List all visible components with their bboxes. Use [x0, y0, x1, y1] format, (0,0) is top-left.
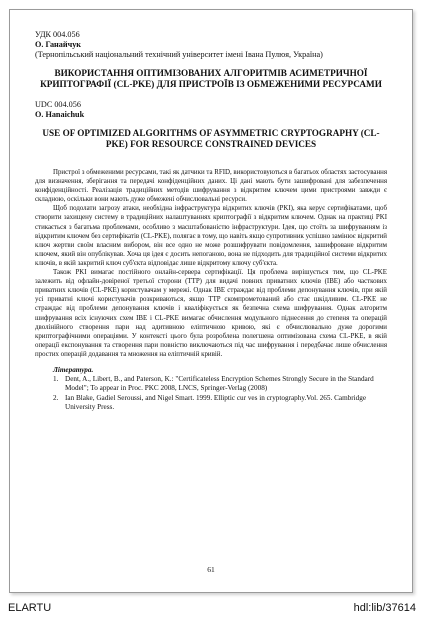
- title-ua: ВИКОРИСТАННЯ ОПТИМІЗОВАНИХ АЛГОРИТМІВ АСИМЕТРИЧНОЇ КРИПТОГРАФІЇ (CL-PKE) ДЛЯ ПРИСТРОЇВ ІЗ ОБМЕЖЕНИМИ РЕСУРСАМИ: [40, 68, 382, 89]
- document-page: [9, 9, 413, 593]
- article-body: [35, 168, 387, 359]
- handle-identifier: hdl:lib/37614: [353, 602, 416, 614]
- reference-text: Ian Blake, Gadiel Seroussi, and Nigel Smart. 1999. Elliptic cur ves in cryptography.Vol. 265. Cambridge University Press.: [65, 393, 367, 412]
- udc-en: UDC 004.056: [35, 100, 81, 109]
- body-paragraph-1: Пристрої з обмеженими ресурсами, такі як датчики та RFID, використовуються в багатьох областях застосування для визначення, зберігання та передачі конфіденційних даних. Ці дані мають бути зашифровані для забезпечення конфіденційності. Реалізація традиційних методів шифрування з відкритим ключем цими пристроями завжди є складною, оскільки вони мають дуже обмежені обчислювальні ресурси.: [35, 169, 387, 204]
- body-paragraph-3: Також PKI вимагає постійного онлайн-сервера сертифікації. Ця проблема вирішується тим, що CL-PKE залежить від офлайн-довіреної третьої сторони (TTP) для видачі повних приватних ключів (IBE) або часткових приватних ключів (CL-PKE) користувачам у мережі. Однак IBE страждає від проблеми депонування ключів, при якій усі приватні ключі користувачів розкриваються, якщо TTP скомпрометований або стає шкідливим. CL-PKE не страждає від проблеми депонування ключів і кваліфікується як безпечна схема шифрування. Однак алгоритм шифрування всіх існуючих схем IBE і CL-PKE вимагає обчислення модульного піднесення до степеня та операцій дволінійного створення пари над адитивною еліптичною кривою, які є обчислювально дуже дорогими криптографічними операціями. У контексті цього була розроблена полегшена оптимізована схема CL-PKE, в якій операції експонування та створення пари повністю виключаються під час шифрування і передбачає лише обчислення простих операцій додавання та множення на еліптичній кривій.: [35, 269, 387, 358]
- reference-text: Dent, A., Libert, B., and Paterson, K.: "Certificateless Encryption Schemes Strongly Secure in the Standard Model"; To appear in Proc. PKC 2008, LNCS, Springer-Verlag (2008): [65, 374, 374, 393]
- repository-label: ELARTU: [8, 602, 52, 614]
- udc-ua: УДК 004.056: [35, 30, 80, 39]
- page-number: 61: [207, 565, 215, 574]
- reference-number: 2.: [53, 393, 59, 402]
- reference-item: [53, 394, 387, 413]
- reference-item: [53, 375, 387, 394]
- author-en: O. Hanaichuk: [35, 110, 85, 119]
- author-ua: О. Ганайчук: [35, 40, 82, 49]
- page-content: [35, 30, 387, 413]
- reference-number: 1.: [53, 374, 59, 383]
- body-paragraph-2: Щоб подолати загрозу атаки, необхідна інфраструктура відкритих ключів (PKI), яка керує сертифікатами, щоб створити захищену систему в традиційних налаштуваннях криптографії з відкритим ключем. Однак на практиці PKI стикається з багатьма проблемами, особливо з масштабованістю інфраструктури. Ідея, що стоїть за шифруванням із відкритим ключем без сертифікатів (CL-PKE), полягає в тому, що навіть якщо супротивник успішно замінює відкритий ключ жертви своїм власним вибором, він все одно не може розшифрувати повідомлення, зашифроване відкритим ключем, який він опублікував. Хоча ця ідея є досить непоганою, вона не підходить для традиційної системи відкритих ключів, в якій закритий ключ суб'єкта відповідає лише відкритому ключу суб'єкта.: [35, 205, 387, 267]
- footer-bar: [0, 596, 424, 620]
- affiliation-ua: (Тернопільський національний технічний університет імені Івана Пулюя, Україна): [35, 50, 323, 59]
- title-en: USE OF OPTIMIZED ALGORITHMS OF ASYMMETRIC CRYPTOGRAPHY (CL-PKE) FOR RESOURCE CONSTRAINED DEVICES: [42, 128, 380, 149]
- references-heading: Література.: [53, 365, 94, 374]
